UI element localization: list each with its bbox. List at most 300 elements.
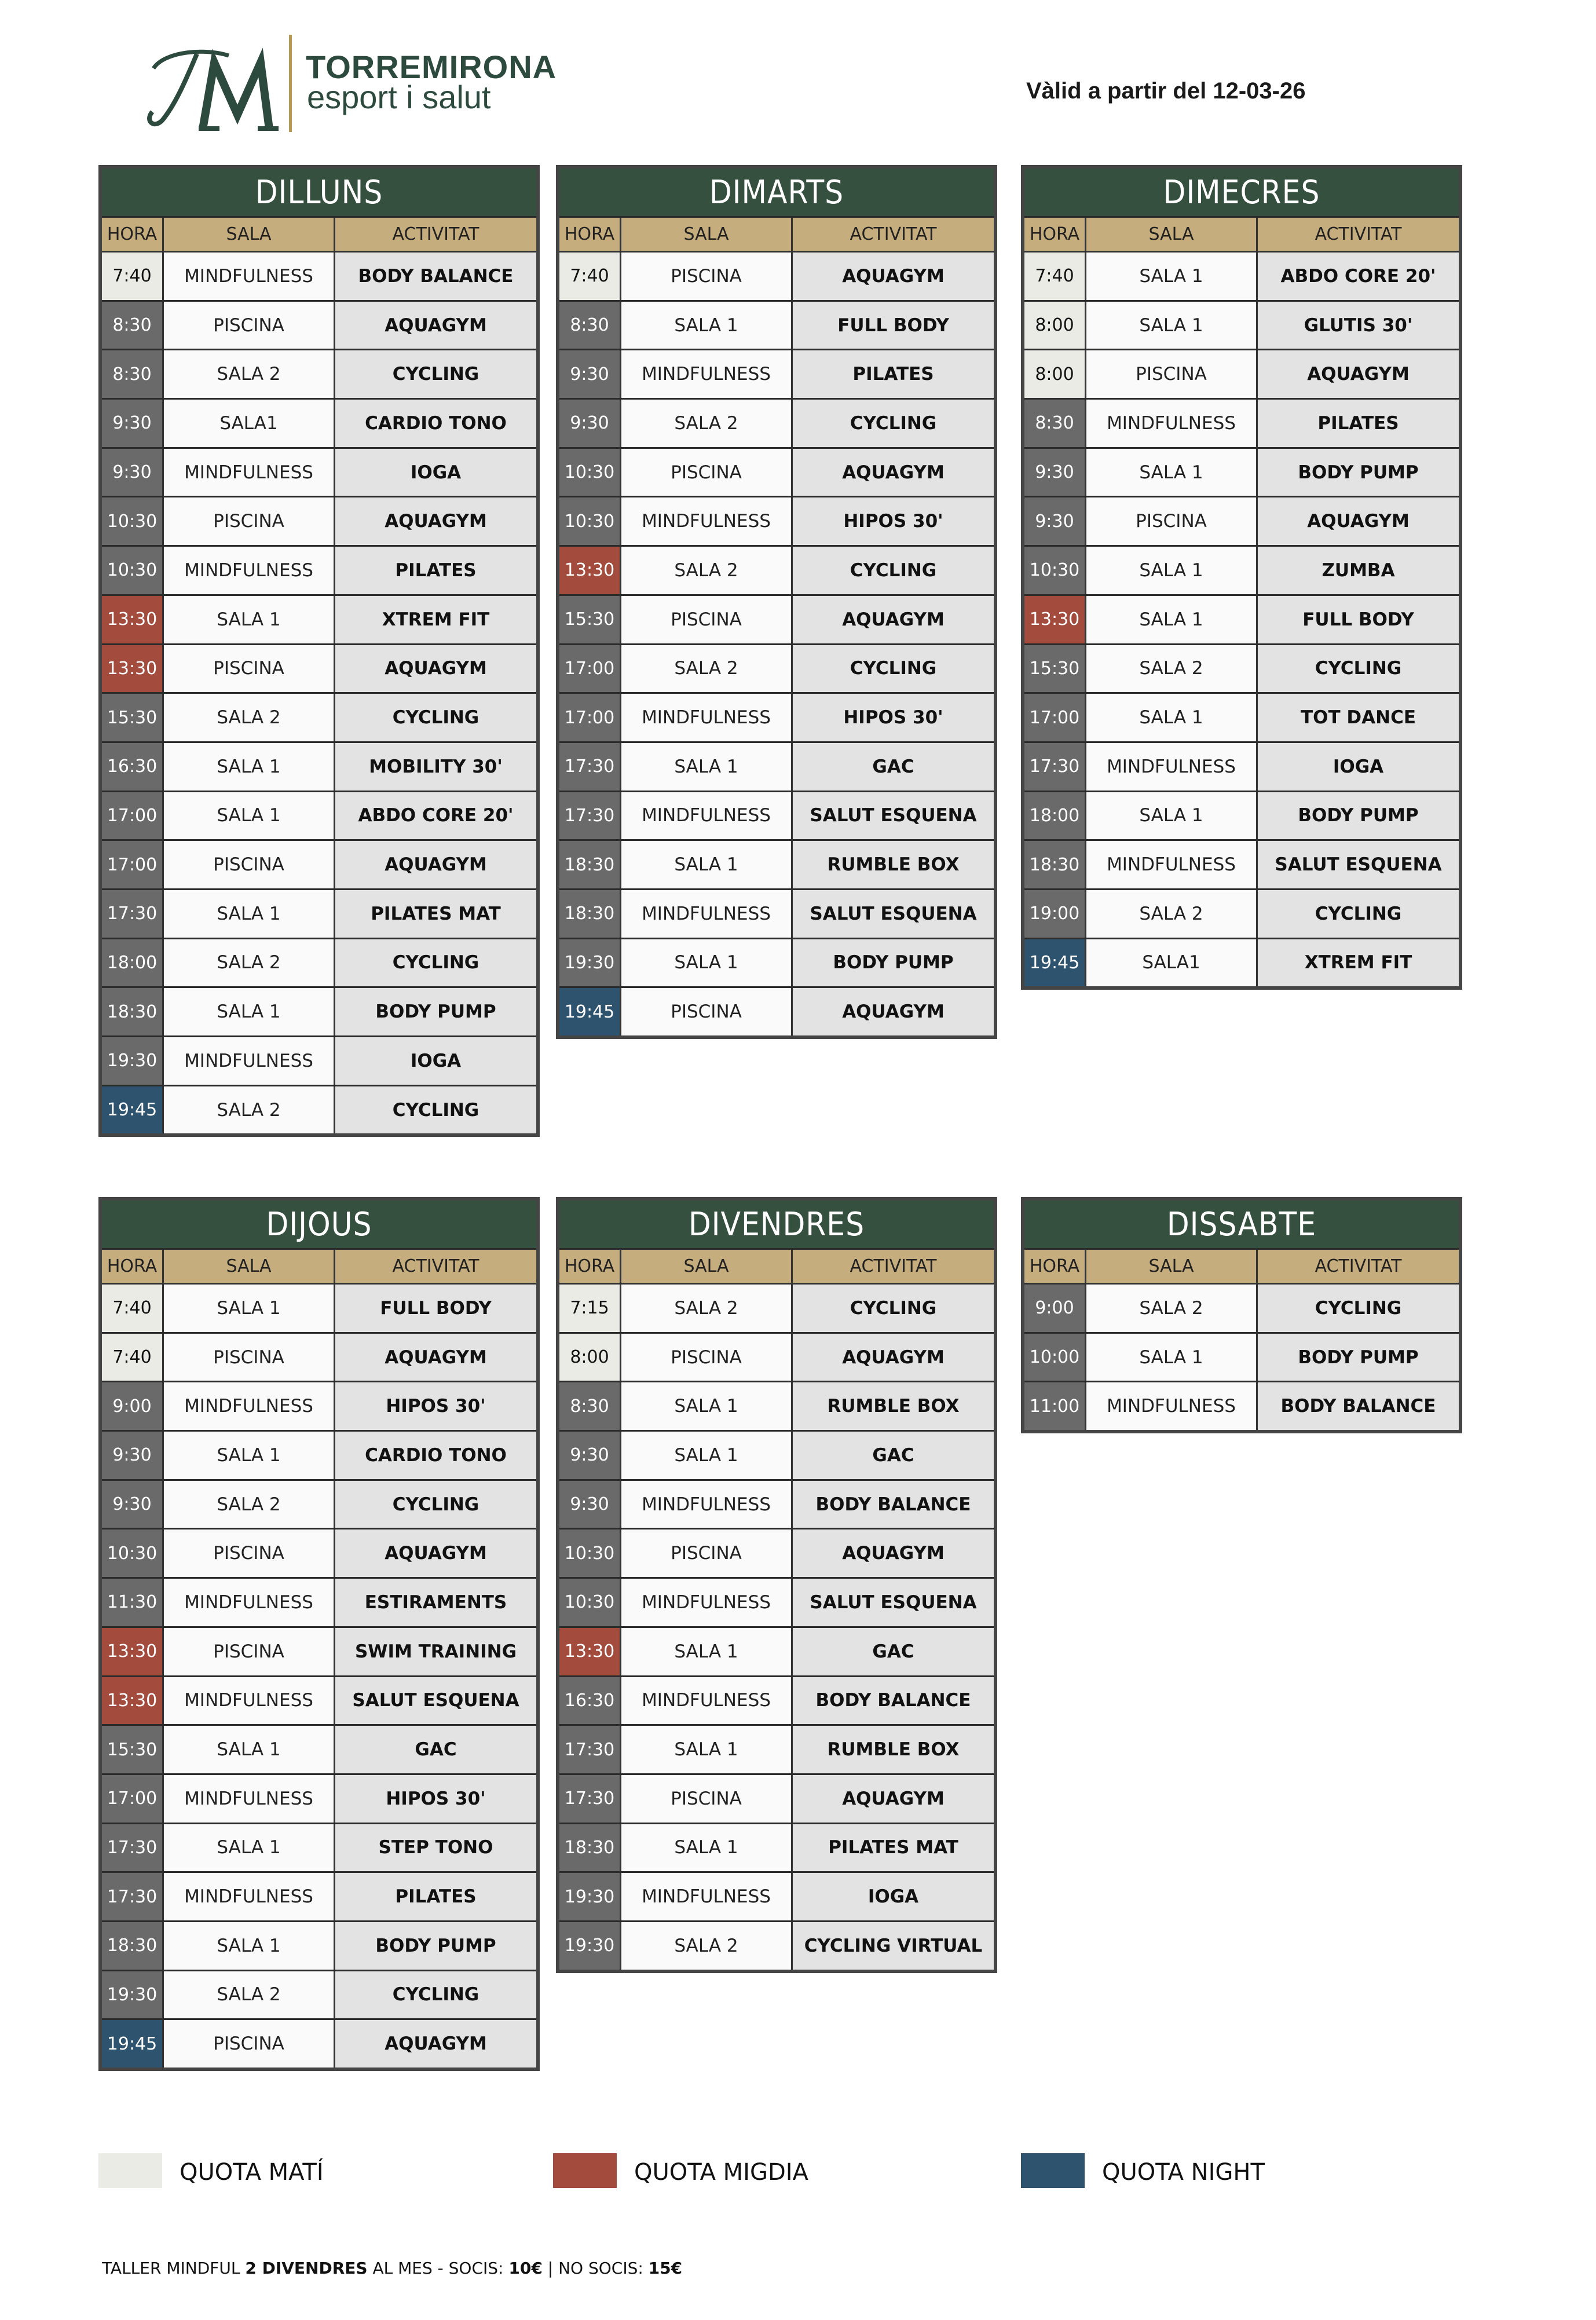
cell-hora: 13:30: [1024, 596, 1086, 643]
cell-activitat: BODY PUMP: [793, 939, 994, 987]
day-title: DISSABTE: [1024, 1201, 1459, 1250]
cell-sala: MINDFULNESS: [1086, 743, 1258, 791]
cell-sala: PISCINA: [164, 302, 335, 349]
cell-activitat: XTREM FIT: [1258, 939, 1459, 987]
table-body: [1024, 1285, 1459, 1430]
cell-activitat: PILATES: [335, 547, 536, 594]
cell-activitat: AQUAGYM: [335, 1529, 536, 1577]
cell-hora: 17:30: [559, 792, 621, 840]
table-row: [559, 1824, 994, 1873]
cell-sala: MINDFULNESS: [1086, 1382, 1258, 1430]
cell-activitat: FULL BODY: [335, 1285, 536, 1332]
cell-sala: SALA 2: [164, 939, 335, 987]
cell-activitat: AQUAGYM: [793, 1529, 994, 1577]
footer-text-5: | NO SOCIS:: [542, 2259, 649, 2278]
cell-hora: 19:45: [559, 988, 621, 1035]
column-header-sala: SALA: [164, 218, 335, 253]
cell-sala: SALA 2: [621, 1922, 793, 1970]
day-title: DILLUNS: [102, 169, 536, 218]
cell-sala: SALA 1: [1086, 596, 1258, 643]
day-title: DIVENDRES: [559, 1201, 994, 1250]
column-header-activitat: ACTIVITAT: [335, 1250, 536, 1285]
cell-hora: 7:15: [559, 1285, 621, 1332]
cell-hora: 10:30: [102, 497, 164, 545]
cell-hora: 18:00: [102, 939, 164, 987]
table-row: [102, 497, 536, 547]
table-row: [1024, 890, 1459, 939]
cell-activitat: FULL BODY: [1258, 596, 1459, 643]
cell-sala: PISCINA: [164, 2020, 335, 2067]
table-row: [102, 1432, 536, 1481]
cell-sala: SALA 2: [164, 1086, 335, 1134]
cell-hora: 13:30: [559, 547, 621, 594]
cell-hora: 10:30: [559, 1529, 621, 1577]
table-row: [102, 449, 536, 498]
table-row: [559, 1529, 994, 1579]
cell-activitat: PILATES: [335, 1873, 536, 1920]
cell-hora: 10:00: [1024, 1334, 1086, 1381]
legend-swatch-night: [1021, 2153, 1085, 2188]
cell-sala: SALA 1: [621, 841, 793, 888]
day-table-dimecres: [1021, 165, 1462, 990]
cell-activitat: BODY PUMP: [1258, 1334, 1459, 1381]
cell-activitat: AQUAGYM: [335, 497, 536, 545]
table-row: [102, 1481, 536, 1530]
cell-activitat: CYCLING: [335, 1086, 536, 1134]
cell-hora: 7:40: [102, 1285, 164, 1332]
cell-hora: 8:00: [559, 1334, 621, 1381]
cell-hora: 19:30: [559, 1873, 621, 1920]
table-header-row: [102, 1250, 536, 1285]
cell-hora: 15:30: [102, 694, 164, 741]
column-header-activitat: ACTIVITAT: [793, 1250, 994, 1285]
day-table-dissabte: [1021, 1197, 1462, 1433]
day-table-divendres: [556, 1197, 997, 1973]
cell-hora: 13:30: [102, 1628, 164, 1675]
cell-sala: PISCINA: [621, 449, 793, 496]
table-row: [559, 497, 994, 547]
cell-hora: 13:30: [559, 1628, 621, 1675]
cell-sala: SALA 1: [164, 792, 335, 840]
cell-hora: 17:00: [559, 694, 621, 741]
valid-from-date: Vàlid a partir del 12-03-26: [1026, 78, 1306, 104]
cell-hora: 9:30: [559, 1481, 621, 1528]
table-row: [102, 350, 536, 400]
column-header-sala: SALA: [1086, 218, 1258, 253]
cell-sala: MINDFULNESS: [1086, 841, 1258, 888]
table-body: [559, 1285, 994, 1970]
cell-sala: PISCINA: [164, 497, 335, 545]
table-row: [559, 547, 994, 596]
cell-hora: 16:30: [102, 743, 164, 791]
table-row: [1024, 1285, 1459, 1334]
cell-activitat: IOGA: [335, 1037, 536, 1085]
footer-price-no-socis: 15€: [648, 2259, 683, 2278]
cell-hora: 17:30: [559, 1775, 621, 1823]
cell-activitat: AQUAGYM: [1258, 350, 1459, 398]
cell-hora: 19:30: [102, 1037, 164, 1085]
table-body: [559, 253, 994, 1035]
cell-sala: SALA 2: [1086, 1285, 1258, 1332]
table-row: [1024, 596, 1459, 645]
table-row: [559, 449, 994, 498]
table-row: [1024, 1382, 1459, 1430]
cell-activitat: RUMBLE BOX: [793, 1726, 994, 1773]
cell-hora: 17:00: [559, 645, 621, 693]
cell-activitat: ABDO CORE 20': [1258, 253, 1459, 300]
cell-hora: 17:30: [102, 890, 164, 938]
table-row: [559, 1922, 994, 1970]
cell-sala: SALA 1: [164, 1824, 335, 1872]
cell-sala: MINDFULNESS: [164, 1775, 335, 1823]
table-row: [102, 1775, 536, 1824]
cell-hora: 9:00: [1024, 1285, 1086, 1332]
cell-hora: 17:30: [102, 1824, 164, 1872]
table-row: [1024, 547, 1459, 596]
logo-divider: [289, 35, 292, 132]
table-row: [102, 1037, 536, 1086]
column-header-hora: HORA: [102, 1250, 164, 1285]
column-header-sala: SALA: [164, 1250, 335, 1285]
table-row: [559, 1775, 994, 1824]
cell-sala: SALA 2: [621, 547, 793, 594]
table-header-row: [1024, 1250, 1459, 1285]
table-row: [559, 988, 994, 1035]
cell-sala: SALA 1: [1086, 302, 1258, 349]
cell-hora: 11:00: [1024, 1382, 1086, 1430]
cell-activitat: GAC: [793, 743, 994, 791]
cell-activitat: AQUAGYM: [793, 253, 994, 300]
cell-hora: 8:00: [1024, 302, 1086, 349]
cell-hora: 10:30: [559, 449, 621, 496]
table-row: [559, 1285, 994, 1334]
day-table-dimarts: [556, 165, 997, 1039]
cell-activitat: HIPOS 30': [793, 497, 994, 545]
footer-text-3: AL MES - SOCIS:: [367, 2259, 509, 2278]
cell-activitat: SALUT ESQUENA: [793, 890, 994, 938]
table-row: [102, 596, 536, 645]
cell-hora: 9:30: [102, 1432, 164, 1479]
table-row: [102, 1971, 536, 2021]
legend-label-mati: QUOTA MATÍ: [180, 2159, 324, 2186]
table-row: [1024, 449, 1459, 498]
table-row: [1024, 1334, 1459, 1383]
cell-hora: 18:30: [1024, 841, 1086, 888]
table-row: [102, 547, 536, 596]
cell-sala: PISCINA: [621, 1334, 793, 1381]
cell-hora: 9:30: [559, 1432, 621, 1479]
cell-hora: 8:30: [559, 1382, 621, 1430]
table-row: [1024, 645, 1459, 694]
cell-activitat: BODY PUMP: [335, 988, 536, 1035]
cell-sala: PISCINA: [164, 1529, 335, 1577]
column-header-activitat: ACTIVITAT: [793, 218, 994, 253]
cell-hora: 8:30: [559, 302, 621, 349]
cell-sala: SALA 2: [1086, 890, 1258, 938]
cell-activitat: ZUMBA: [1258, 547, 1459, 594]
cell-activitat: AQUAGYM: [793, 449, 994, 496]
cell-hora: 8:00: [1024, 350, 1086, 398]
cell-sala: PISCINA: [621, 1775, 793, 1823]
table-row: [559, 645, 994, 694]
cell-sala: SALA 1: [621, 743, 793, 791]
column-header-hora: HORA: [102, 218, 164, 253]
table-row: [102, 988, 536, 1037]
legend-label-night: QUOTA NIGHT: [1102, 2159, 1265, 2186]
table-row: [102, 1529, 536, 1579]
cell-sala: SALA 1: [621, 1432, 793, 1479]
table-row: [102, 1628, 536, 1677]
table-body: [102, 253, 536, 1133]
table-row: [102, 645, 536, 694]
table-header-row: [559, 1250, 994, 1285]
cell-activitat: HIPOS 30': [335, 1775, 536, 1823]
cell-hora: 18:30: [559, 890, 621, 938]
cell-activitat: AQUAGYM: [335, 841, 536, 888]
cell-sala: PISCINA: [621, 596, 793, 643]
column-header-activitat: ACTIVITAT: [335, 218, 536, 253]
cell-activitat: HIPOS 30': [793, 694, 994, 741]
cell-sala: MINDFULNESS: [164, 449, 335, 496]
column-header-sala: SALA: [621, 218, 793, 253]
cell-hora: 9:00: [102, 1382, 164, 1430]
cell-activitat: AQUAGYM: [335, 645, 536, 693]
cell-activitat: CARDIO TONO: [335, 1432, 536, 1479]
table-row: [1024, 497, 1459, 547]
cell-sala: SALA1: [1086, 939, 1258, 987]
table-row: [559, 939, 994, 989]
cell-activitat: TOT DANCE: [1258, 694, 1459, 741]
cell-hora: 17:30: [102, 1873, 164, 1920]
cell-hora: 17:00: [1024, 694, 1086, 741]
legend-swatch-mati: [98, 2153, 162, 2188]
column-header-sala: SALA: [1086, 1250, 1258, 1285]
cell-hora: 17:30: [559, 743, 621, 791]
footer-price-socis: 10€: [508, 2259, 543, 2278]
cell-activitat: CYCLING: [335, 350, 536, 398]
cell-sala: MINDFULNESS: [621, 1873, 793, 1920]
table-row: [102, 1726, 536, 1775]
cell-activitat: BODY BALANCE: [793, 1677, 994, 1725]
cell-sala: SALA 1: [164, 1432, 335, 1479]
cell-hora: 15:30: [559, 596, 621, 643]
column-header-hora: HORA: [559, 218, 621, 253]
column-header-sala: SALA: [621, 1250, 793, 1285]
table-row: [559, 1628, 994, 1677]
cell-hora: 7:40: [102, 1334, 164, 1381]
cell-hora: 17:30: [1024, 743, 1086, 791]
cell-sala: SALA 2: [621, 400, 793, 447]
table-row: [559, 400, 994, 449]
cell-hora: 13:30: [102, 645, 164, 693]
cell-activitat: BODY BALANCE: [1258, 1382, 1459, 1430]
cell-hora: 10:30: [102, 547, 164, 594]
footer-text-1: TALLER MINDFUL: [102, 2259, 246, 2278]
day-title: DIMARTS: [559, 169, 994, 218]
cell-activitat: XTREM FIT: [335, 596, 536, 643]
cell-activitat: CYCLING: [335, 1481, 536, 1528]
table-row: [559, 792, 994, 841]
cell-hora: 10:30: [559, 497, 621, 545]
cell-activitat: AQUAGYM: [1258, 497, 1459, 545]
cell-activitat: PILATES: [1258, 400, 1459, 447]
cell-hora: 13:30: [102, 1677, 164, 1725]
table-row: [102, 400, 536, 449]
cell-sala: SALA 1: [1086, 1334, 1258, 1381]
table-row: [102, 1382, 536, 1432]
cell-activitat: STEP TONO: [335, 1824, 536, 1872]
table-row: [102, 939, 536, 989]
cell-activitat: CYCLING: [335, 939, 536, 987]
table-row: [102, 1922, 536, 1971]
table-header-row: [102, 218, 536, 253]
column-header-hora: HORA: [1024, 218, 1086, 253]
cell-activitat: CYCLING: [335, 694, 536, 741]
table-row: [102, 1334, 536, 1383]
table-row: [1024, 302, 1459, 351]
cell-sala: SALA1: [164, 400, 335, 447]
cell-sala: SALA 1: [1086, 547, 1258, 594]
cell-sala: PISCINA: [164, 645, 335, 693]
cell-sala: SALA 2: [164, 350, 335, 398]
cell-sala: MINDFULNESS: [164, 1873, 335, 1920]
cell-sala: SALA 1: [164, 890, 335, 938]
table-row: [102, 2020, 536, 2067]
cell-hora: 9:30: [559, 350, 621, 398]
table-row: [102, 743, 536, 792]
cell-sala: SALA 2: [164, 1481, 335, 1528]
table-row: [559, 743, 994, 792]
cell-activitat: IOGA: [335, 449, 536, 496]
cell-activitat: BODY BALANCE: [793, 1481, 994, 1528]
table-row: [1024, 350, 1459, 400]
cell-sala: SALA 1: [621, 939, 793, 987]
table-row: [1024, 841, 1459, 890]
cell-hora: 8:30: [102, 350, 164, 398]
table-row: [1024, 400, 1459, 449]
cell-activitat: IOGA: [1258, 743, 1459, 791]
day-title: DIMECRES: [1024, 169, 1459, 218]
cell-sala: PISCINA: [164, 1628, 335, 1675]
cell-sala: SALA 2: [164, 694, 335, 741]
cell-sala: PISCINA: [1086, 497, 1258, 545]
table-row: [102, 1873, 536, 1922]
cell-activitat: CYCLING: [335, 1971, 536, 2019]
cell-hora: 9:30: [102, 449, 164, 496]
cell-hora: 19:30: [559, 1922, 621, 1970]
cell-sala: PISCINA: [164, 841, 335, 888]
cell-sala: MINDFULNESS: [621, 350, 793, 398]
cell-hora: 19:45: [102, 2020, 164, 2067]
cell-activitat: CYCLING: [793, 400, 994, 447]
cell-sala: MINDFULNESS: [164, 1677, 335, 1725]
legend-swatch-migdia: [553, 2153, 617, 2188]
table-row: [102, 1579, 536, 1628]
cell-sala: PISCINA: [164, 1334, 335, 1381]
cell-hora: 9:30: [1024, 497, 1086, 545]
cell-hora: 18:30: [559, 841, 621, 888]
cell-activitat: AQUAGYM: [335, 1334, 536, 1381]
cell-hora: 7:40: [1024, 253, 1086, 300]
cell-sala: SALA 1: [164, 1726, 335, 1773]
cell-sala: PISCINA: [621, 988, 793, 1035]
cell-sala: SALA 1: [1086, 449, 1258, 496]
table-header-row: [1024, 218, 1459, 253]
cell-sala: MINDFULNESS: [621, 1481, 793, 1528]
cell-hora: 19:00: [1024, 890, 1086, 938]
cell-activitat: BODY PUMP: [335, 1922, 536, 1970]
table-row: [1024, 939, 1459, 987]
cell-hora: 10:30: [559, 1579, 621, 1626]
column-header-hora: HORA: [1024, 1250, 1086, 1285]
cell-activitat: SALUT ESQUENA: [335, 1677, 536, 1725]
cell-sala: MINDFULNESS: [621, 890, 793, 938]
cell-sala: MINDFULNESS: [621, 497, 793, 545]
table-row: [559, 596, 994, 645]
table-row: [559, 841, 994, 890]
cell-activitat: AQUAGYM: [793, 1775, 994, 1823]
cell-activitat: CYCLING: [1258, 1285, 1459, 1332]
cell-sala: MINDFULNESS: [621, 792, 793, 840]
cell-hora: 9:30: [559, 400, 621, 447]
cell-sala: SALA 1: [164, 1285, 335, 1332]
cell-hora: 18:30: [559, 1824, 621, 1872]
table-row: [559, 1579, 994, 1628]
cell-activitat: RUMBLE BOX: [793, 1382, 994, 1430]
cell-sala: MINDFULNESS: [621, 694, 793, 741]
table-header-row: [559, 218, 994, 253]
cell-activitat: CYCLING: [793, 547, 994, 594]
cell-activitat: AQUAGYM: [793, 1334, 994, 1381]
cell-activitat: BODY BALANCE: [335, 253, 536, 300]
cell-activitat: IOGA: [793, 1873, 994, 1920]
column-header-activitat: ACTIVITAT: [1258, 1250, 1459, 1285]
table-row: [102, 1086, 536, 1134]
cell-activitat: CYCLING VIRTUAL: [793, 1922, 994, 1970]
cell-hora: 10:30: [1024, 547, 1086, 594]
footer-note: [102, 2259, 682, 2278]
cell-sala: SALA 1: [1086, 694, 1258, 741]
cell-hora: 15:30: [1024, 645, 1086, 693]
cell-sala: SALA 1: [164, 1922, 335, 1970]
cell-hora: 13:30: [102, 596, 164, 643]
cell-activitat: HIPOS 30': [335, 1382, 536, 1430]
table-row: [559, 1481, 994, 1530]
cell-activitat: ABDO CORE 20': [335, 792, 536, 840]
table-row: [559, 1334, 994, 1383]
logo: [142, 28, 559, 138]
footer-text-2: 2 DIVENDRES: [245, 2259, 368, 2278]
table-body: [1024, 253, 1459, 986]
cell-sala: PISCINA: [1086, 350, 1258, 398]
cell-sala: SALA 2: [621, 1285, 793, 1332]
cell-hora: 16:30: [559, 1677, 621, 1725]
table-row: [559, 890, 994, 939]
table-row: [1024, 792, 1459, 841]
cell-sala: SALA 1: [1086, 253, 1258, 300]
cell-activitat: CYCLING: [1258, 645, 1459, 693]
cell-activitat: SALUT ESQUENA: [1258, 841, 1459, 888]
table-row: [559, 1873, 994, 1922]
cell-sala: SALA 2: [1086, 645, 1258, 693]
cell-activitat: PILATES: [793, 350, 994, 398]
cell-sala: SALA 1: [621, 1382, 793, 1430]
cell-activitat: AQUAGYM: [793, 988, 994, 1035]
cell-sala: MINDFULNESS: [164, 547, 335, 594]
cell-activitat: FULL BODY: [793, 302, 994, 349]
cell-hora: 9:30: [1024, 449, 1086, 496]
cell-sala: SALA 1: [621, 302, 793, 349]
